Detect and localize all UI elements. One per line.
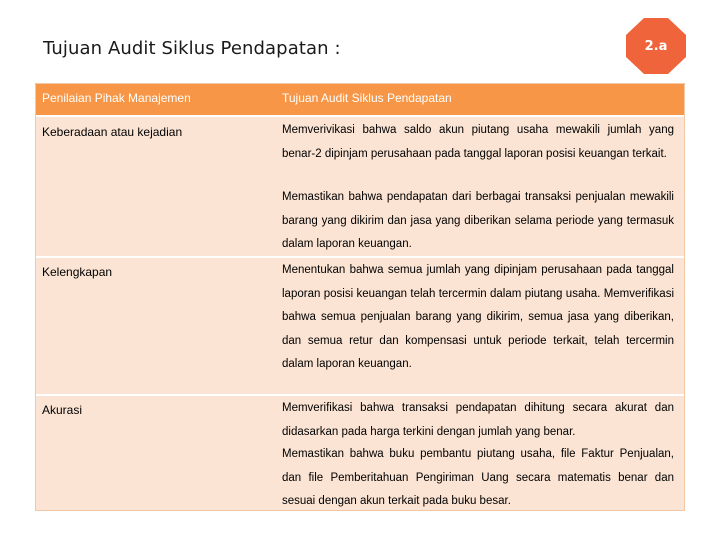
slide-number-badge bbox=[626, 18, 686, 78]
assertion-completeness: Kelengkapan bbox=[42, 265, 113, 279]
objective-existence-2: Memastikan bahwa pendapatan dari berbagai transaksi penjualan mewakili barang yang dikirim dan jasa yang diberikan selama periode yang termasuk dalam laporan keuangan. bbox=[282, 191, 674, 250]
objective-accuracy-1: Memverifikasi bahwa transaksi pendapatan dihitung secara akurat dan didasarkan pada harga terkini dengan jumlah yang benar. bbox=[282, 402, 674, 438]
row-divider bbox=[36, 115, 684, 117]
objective-existence-1: Memverivikasi bahwa saldo akun piutang usaha mewakili jumlah yang benar-2 dipinjam perusahaan pada tanggal laporan posisi keuangan terkait. bbox=[282, 124, 674, 160]
header-assertion: Penilaian Pihak Manajemen bbox=[42, 91, 191, 105]
badge-label: 2.a bbox=[644, 38, 668, 54]
row-divider bbox=[36, 256, 684, 258]
audit-objectives-table bbox=[35, 83, 685, 511]
header-objective: Tujuan Audit Siklus Pendapatan bbox=[282, 91, 452, 105]
table-header-row bbox=[36, 84, 684, 115]
objective-completeness-1: Menentukan bahwa semua jumlah yang dipinjam perusahaan pada tanggal laporan posisi keuangan telah tercermin dalam piutang usaha. Memverifikasi bahwa semua penjualan barang yang dikirim, semua jasa yang diberikan, dan semua retur dan kompensasi untuk periode terkait, telah tercermin dalam laporan keuangan. bbox=[282, 264, 674, 370]
assertion-accuracy: Akurasi bbox=[42, 403, 83, 417]
row-divider bbox=[36, 394, 684, 396]
objective-accuracy-2: Memastikan bahwa buku pembantu piutang usaha, file Faktur Penjualan, dan file Pemberitahuan Pengiriman Uang secara matematis benar dan sesuai dengan akun terkait pada buku besar. bbox=[282, 448, 674, 507]
assertion-existence: Keberadaan atau kejadian bbox=[42, 125, 183, 139]
slide-title: Tujuan Audit Siklus Pendapatan : bbox=[43, 38, 341, 59]
